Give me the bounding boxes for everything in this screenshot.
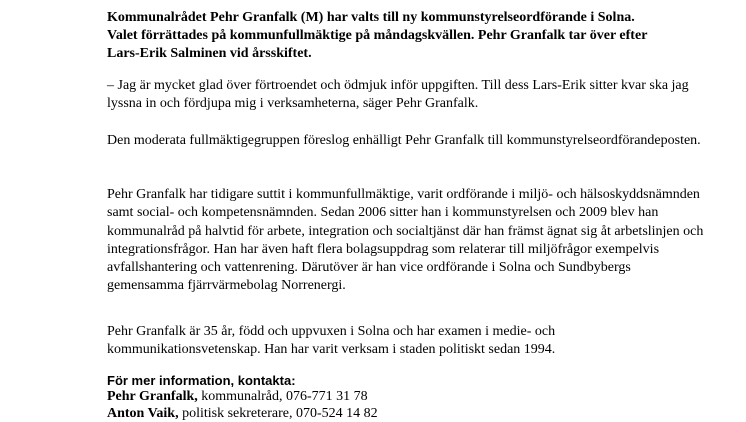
article-paragraph-background: Pehr Granfalk har tidigare suttit i kommunfullmäktige, varit ordförande i miljö- och hälsoskyddsnämnden samt social- och kompetensnämnden. Sedan 2006 sitter han i kommunstyrelsen och 2009 blev han kommunalråd på halvtid för arbete, integration och socialtjänst där han främst ägnat sig åt arbetslinjen och integrationsfrågor. Han har även haft flera bolagsuppdrag som relaterar till miljöfrågor exempelvis avfallshantering och vattenrening. Därutöver är han vice ordförande i Solna och Sundbybergs gemensamma fjärrvärmebolag Norrenergi. <box>107 187 704 294</box>
article-paragraph-quote: – Jag är mycket glad över förtroendet och ödmjuk inför uppgiften. Till dess Lars-Erik sitter kvar ska jag lyssna in och fördjupa mig i verksamheterna, säger Pehr Granfalk. <box>107 78 689 112</box>
contact-details: kommunalråd, 076-771 31 78 <box>197 389 368 404</box>
contact-line <box>107 405 378 422</box>
contact-line <box>107 388 368 405</box>
article-paragraph-biography: Pehr Granfalk är 35 år, född och uppvuxen i Solna och har examen i medie- och kommunikationsvetenskap. Han har varit verksam i staden politiskt sedan 1994. <box>107 324 556 358</box>
contact-name: Pehr Granfalk, <box>107 389 198 404</box>
contact-name: Anton Vaik, <box>107 406 179 421</box>
article-paragraph-nomination: Den moderata fullmäktigegruppen föreslog enhälligt Pehr Granfalk till kommunstyrelseordförandeposten. <box>107 133 701 148</box>
contact-details: politisk sekreterare, 070-524 14 82 <box>178 406 378 421</box>
contact-heading: För mer information, kontakta: <box>107 373 296 388</box>
article-lede: Kommunalrådet Pehr Granfalk (M) har valts till ny kommunstyrelseordförande i Solna. Valet förrättades på kommunfullmäktige på måndagskvällen. Pehr Granfalk tar över efter Lars-Erik Salminen vid årsskiftet. <box>107 10 648 61</box>
